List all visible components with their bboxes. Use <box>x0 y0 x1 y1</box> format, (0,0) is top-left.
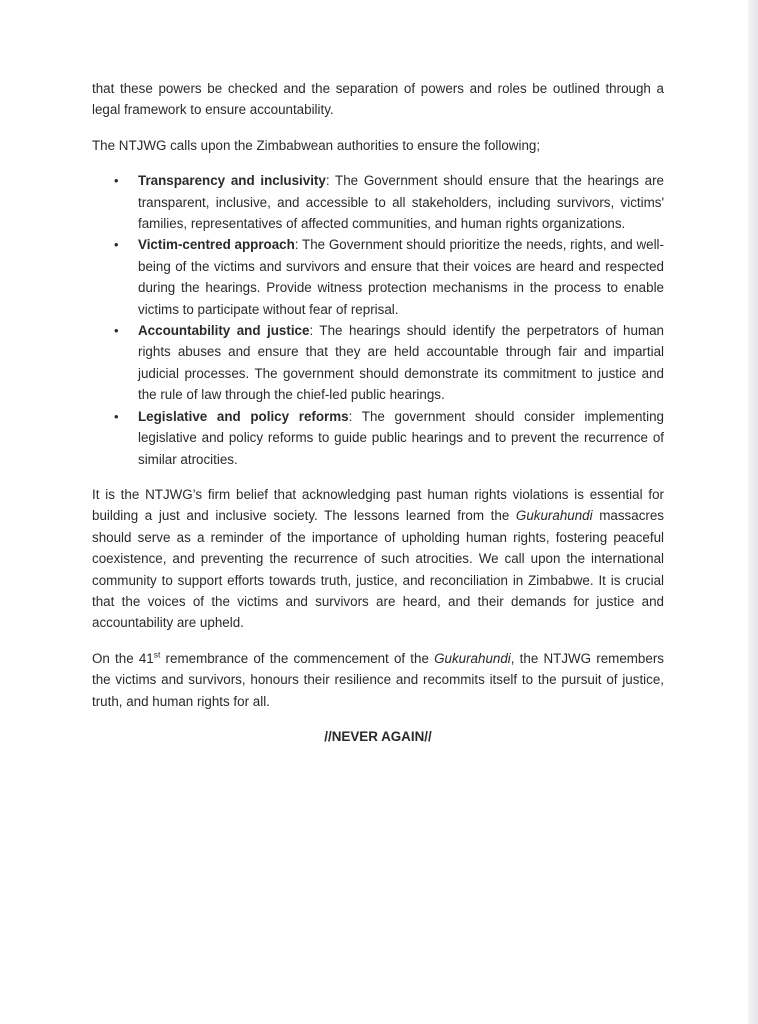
belief-text-part2: massacres should serve as a reminder of the importance of upholding human rights, fostering peaceful coexistence, and preventing the recurrence of such atrocities. We call upon the international community to support efforts towards truth, justice, and reconciliation in Zimbabwe. It is crucial that the voices of the victims and survivors are heard, and their demands for justice and accountability are upheld. <box>92 508 664 631</box>
remembrance-paragraph <box>92 648 664 712</box>
bullet-icon: • <box>114 173 119 189</box>
belief-text-part1: It is the NTJWG’s firm belief that acknowledging past human rights violations is essential for building a just and inclusive society. The lessons learned from the <box>92 486 664 524</box>
call-statement-paragraph: The NTJWG calls upon the Zimbabwean authorities to ensure the following; <box>92 137 541 153</box>
list-item <box>92 320 664 406</box>
document-page <box>92 78 664 747</box>
belief-paragraph <box>92 484 664 634</box>
demand-text: : The Government should ensure that the hearings are transparent, inclusive, and accessible to all stakeholders, including survivors, victims' families, representatives of affected communities, and human rights organizations. <box>138 173 664 232</box>
demand-term: Transparency and inclusivity <box>138 173 326 189</box>
remembrance-italic-term: Gukurahundi <box>434 650 511 666</box>
list-item <box>92 170 664 234</box>
remembrance-middle: remembrance of the commencement of the <box>160 650 435 666</box>
demand-text: : The Government should prioritize the needs, rights, and well-being of the victims and survivors and ensure that their voices are heard and respected during the hearings. Provide witness protection mechanisms in the process to enable victims to participate without fear of reprisal. <box>138 237 664 317</box>
demand-term: Accountability and justice <box>138 323 310 339</box>
remembrance-suffix: , the NTJWG remembers the victims and survivors, honours their resilience and recommits itself to the pursuit of justice, truth, and human rights for all. <box>92 650 664 709</box>
demand-term: Victim-centred approach <box>138 237 295 253</box>
intro-fragment-paragraph: that these powers be checked and the separation of powers and roles be outlined through a legal framework to ensure accountability. <box>92 81 664 118</box>
list-item <box>92 234 664 320</box>
remembrance-prefix: On the 41 <box>92 650 154 666</box>
list-item <box>92 406 664 470</box>
demand-term: Legislative and policy reforms <box>138 408 349 424</box>
bullet-icon: • <box>114 323 119 339</box>
bullet-icon: • <box>114 408 119 424</box>
closing-slogan: //NEVER AGAIN// <box>324 728 432 744</box>
demand-text: : The government should consider implementing legislative and policy reforms to guide public hearings and to prevent the recurrence of similar atrocities. <box>138 408 664 467</box>
demands-list <box>92 170 664 470</box>
demand-text: : The hearings should identify the perpetrators of human rights abuses and ensure that they are held accountable through fair and impartial judicial processes. The government should demonstrate its commitment to justice and the rule of law through the chief-led public hearings. <box>138 323 664 403</box>
belief-italic-term: Gukurahundi <box>515 508 593 524</box>
page-edge-shadow <box>748 0 758 1024</box>
ordinal-suffix: st <box>153 649 161 660</box>
bullet-icon: • <box>114 237 119 253</box>
